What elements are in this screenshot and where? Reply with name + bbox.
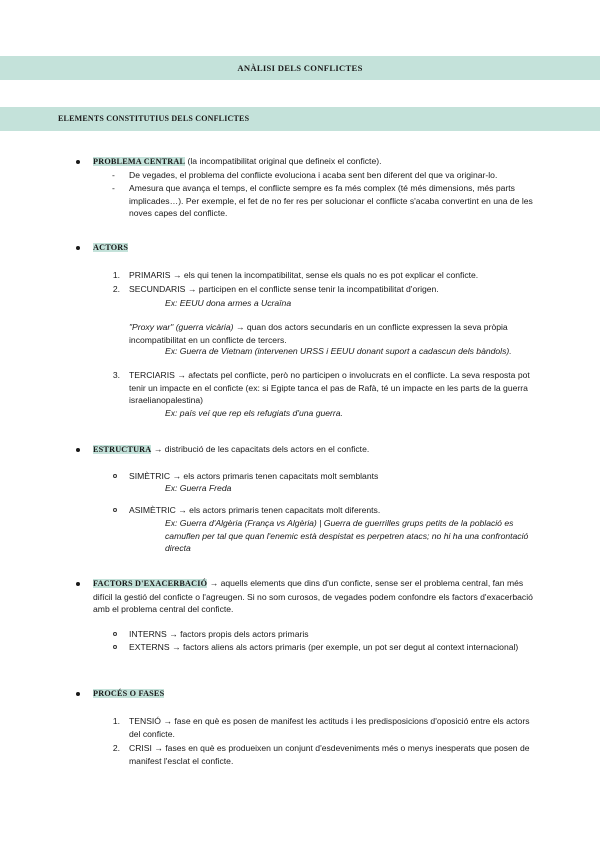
problema-item xyxy=(93,155,533,169)
actors-label: ACTORS xyxy=(93,243,129,252)
circle-bullet xyxy=(113,645,117,649)
proxy-war-text: → quan dos actors secundaris en un conflicte expressen la seva pròpia incompatibilitat en un conflicte de tercers. xyxy=(129,322,508,345)
problema-sub1: De vegades, el problema del conflicte evoluciona i acaba sent ben diferent del que va originar-lo. xyxy=(129,170,498,180)
proces-tensio: TENSIÓ → fase en què es posen de manifest les actituds i les predisposicions d'oposició entre els actors del conficte. xyxy=(129,716,530,739)
problema-label: PROBLEMA CENTRAL xyxy=(93,157,186,166)
list-number: 3. xyxy=(112,370,120,380)
factors-text: → aquells elements que dins d'un conficte, sense ser el problema central, fan més difícil la gestió del conficte o l'agreugen. Si no som curosos, de vegades podem confondre els factors d'exacerbació amb el problema central del conficte. xyxy=(93,578,533,615)
bullet xyxy=(76,246,80,250)
section-heading: ELEMENTS CONSTITUTIUS DELS CONFLICTES xyxy=(0,107,600,131)
estructura-label: ESTRUCTURA xyxy=(93,445,152,454)
estructura-asimetric: ASIMÈTRIC → els actors primaris tenen capacitats molt diferents. xyxy=(129,505,381,515)
list-number: 2. xyxy=(112,743,120,753)
factors-item xyxy=(93,577,543,616)
proxy-war-term: "Proxy war" (guerra vicària) xyxy=(129,322,234,332)
actors-secundaris: SECUNDARIS → participen en el conflicte sense tenir la incompatibilitat d'origen. xyxy=(129,284,439,294)
bullet xyxy=(76,692,80,696)
estructura-item xyxy=(93,443,533,457)
dash-marker: - xyxy=(112,183,115,193)
bullet xyxy=(76,160,80,164)
example-asimetric: Ex: Guerra d'Algèria (França vs Algèria) | Guerra de guerrilles grups petits de la població es camuflen per tal que quan l'enemic està despistat es perpetren atacs; no hi ha una confrontació directa xyxy=(165,518,529,554)
actors-primaris: PRIMARIS → els qui tenen la incompatibilitat, sense els quals no es pot explicar el conficte. xyxy=(129,270,479,280)
problema-sub2: Amesura que avança el temps, el conflicte sempre es fa més complex (té més dimensions, més parts implicades…). Per exemple, el fet de no fer res per solucionar el conflicte s'acaba convertint en una de les noves capes del conflicte. xyxy=(129,183,533,219)
example-terciaris: Ex: país veí que rep els refugiats d'una guerra. xyxy=(165,408,343,418)
proces-crisi: CRISI → fases en què es produeixen un conjunt d'esdeveniments més o menys inesperats que posen de manifest l'esclat el conficte. xyxy=(129,743,530,766)
factors-interns: INTERNS → factors propis dels actors primaris xyxy=(129,629,309,639)
bullet xyxy=(76,448,80,452)
actors-terciaris: TERCIARIS → afectats pel conflicte, però no participen o involucrats en el conflicte. La seva resposta pot tenir un impacte en el conficte (ex: si Egipte tanca el pas de Rafà, té un impacte en les parts de la guerra israelianopalestina) xyxy=(129,370,530,406)
circle-bullet xyxy=(113,474,117,478)
circle-bullet xyxy=(113,632,117,636)
actors-item xyxy=(93,241,128,255)
list-number: 1. xyxy=(112,716,120,726)
list-number: 1. xyxy=(112,270,120,280)
dash-marker: - xyxy=(112,170,115,180)
document-title: ANÀLISI DELS CONFLICTES xyxy=(0,56,600,80)
bullet xyxy=(76,582,80,586)
example-secundaris: Ex: EEUU dona armes a Ucraïna xyxy=(165,298,292,308)
estructura-text: → distribució de les capacitats dels actors en el conficte. xyxy=(151,444,370,454)
proxy-war-note xyxy=(129,321,539,346)
estructura-simetric: SIMÈTRIC → els actors primaris tenen capacitats molt semblants xyxy=(129,471,379,481)
proces-label: PROCÉS O FASES xyxy=(93,689,165,698)
circle-bullet xyxy=(113,508,117,512)
factors-label: FACTORS D'EXACERBACIÓ xyxy=(93,579,208,588)
proces-item xyxy=(93,687,164,701)
example-proxy: Ex: Guerra de Vietnam (intervenen URSS i EEUU donant suport a cadascun dels bàndols). xyxy=(165,346,512,356)
problema-text: (la incompatibilitat original que defineix el conficte). xyxy=(185,156,382,166)
factors-externs: EXTERNS → factors aliens als actors primaris (per exemple, un pot ser degut al context internacional) xyxy=(129,642,519,652)
example-simetric: Ex: Guerra Freda xyxy=(165,483,232,493)
list-number: 2. xyxy=(112,284,120,294)
